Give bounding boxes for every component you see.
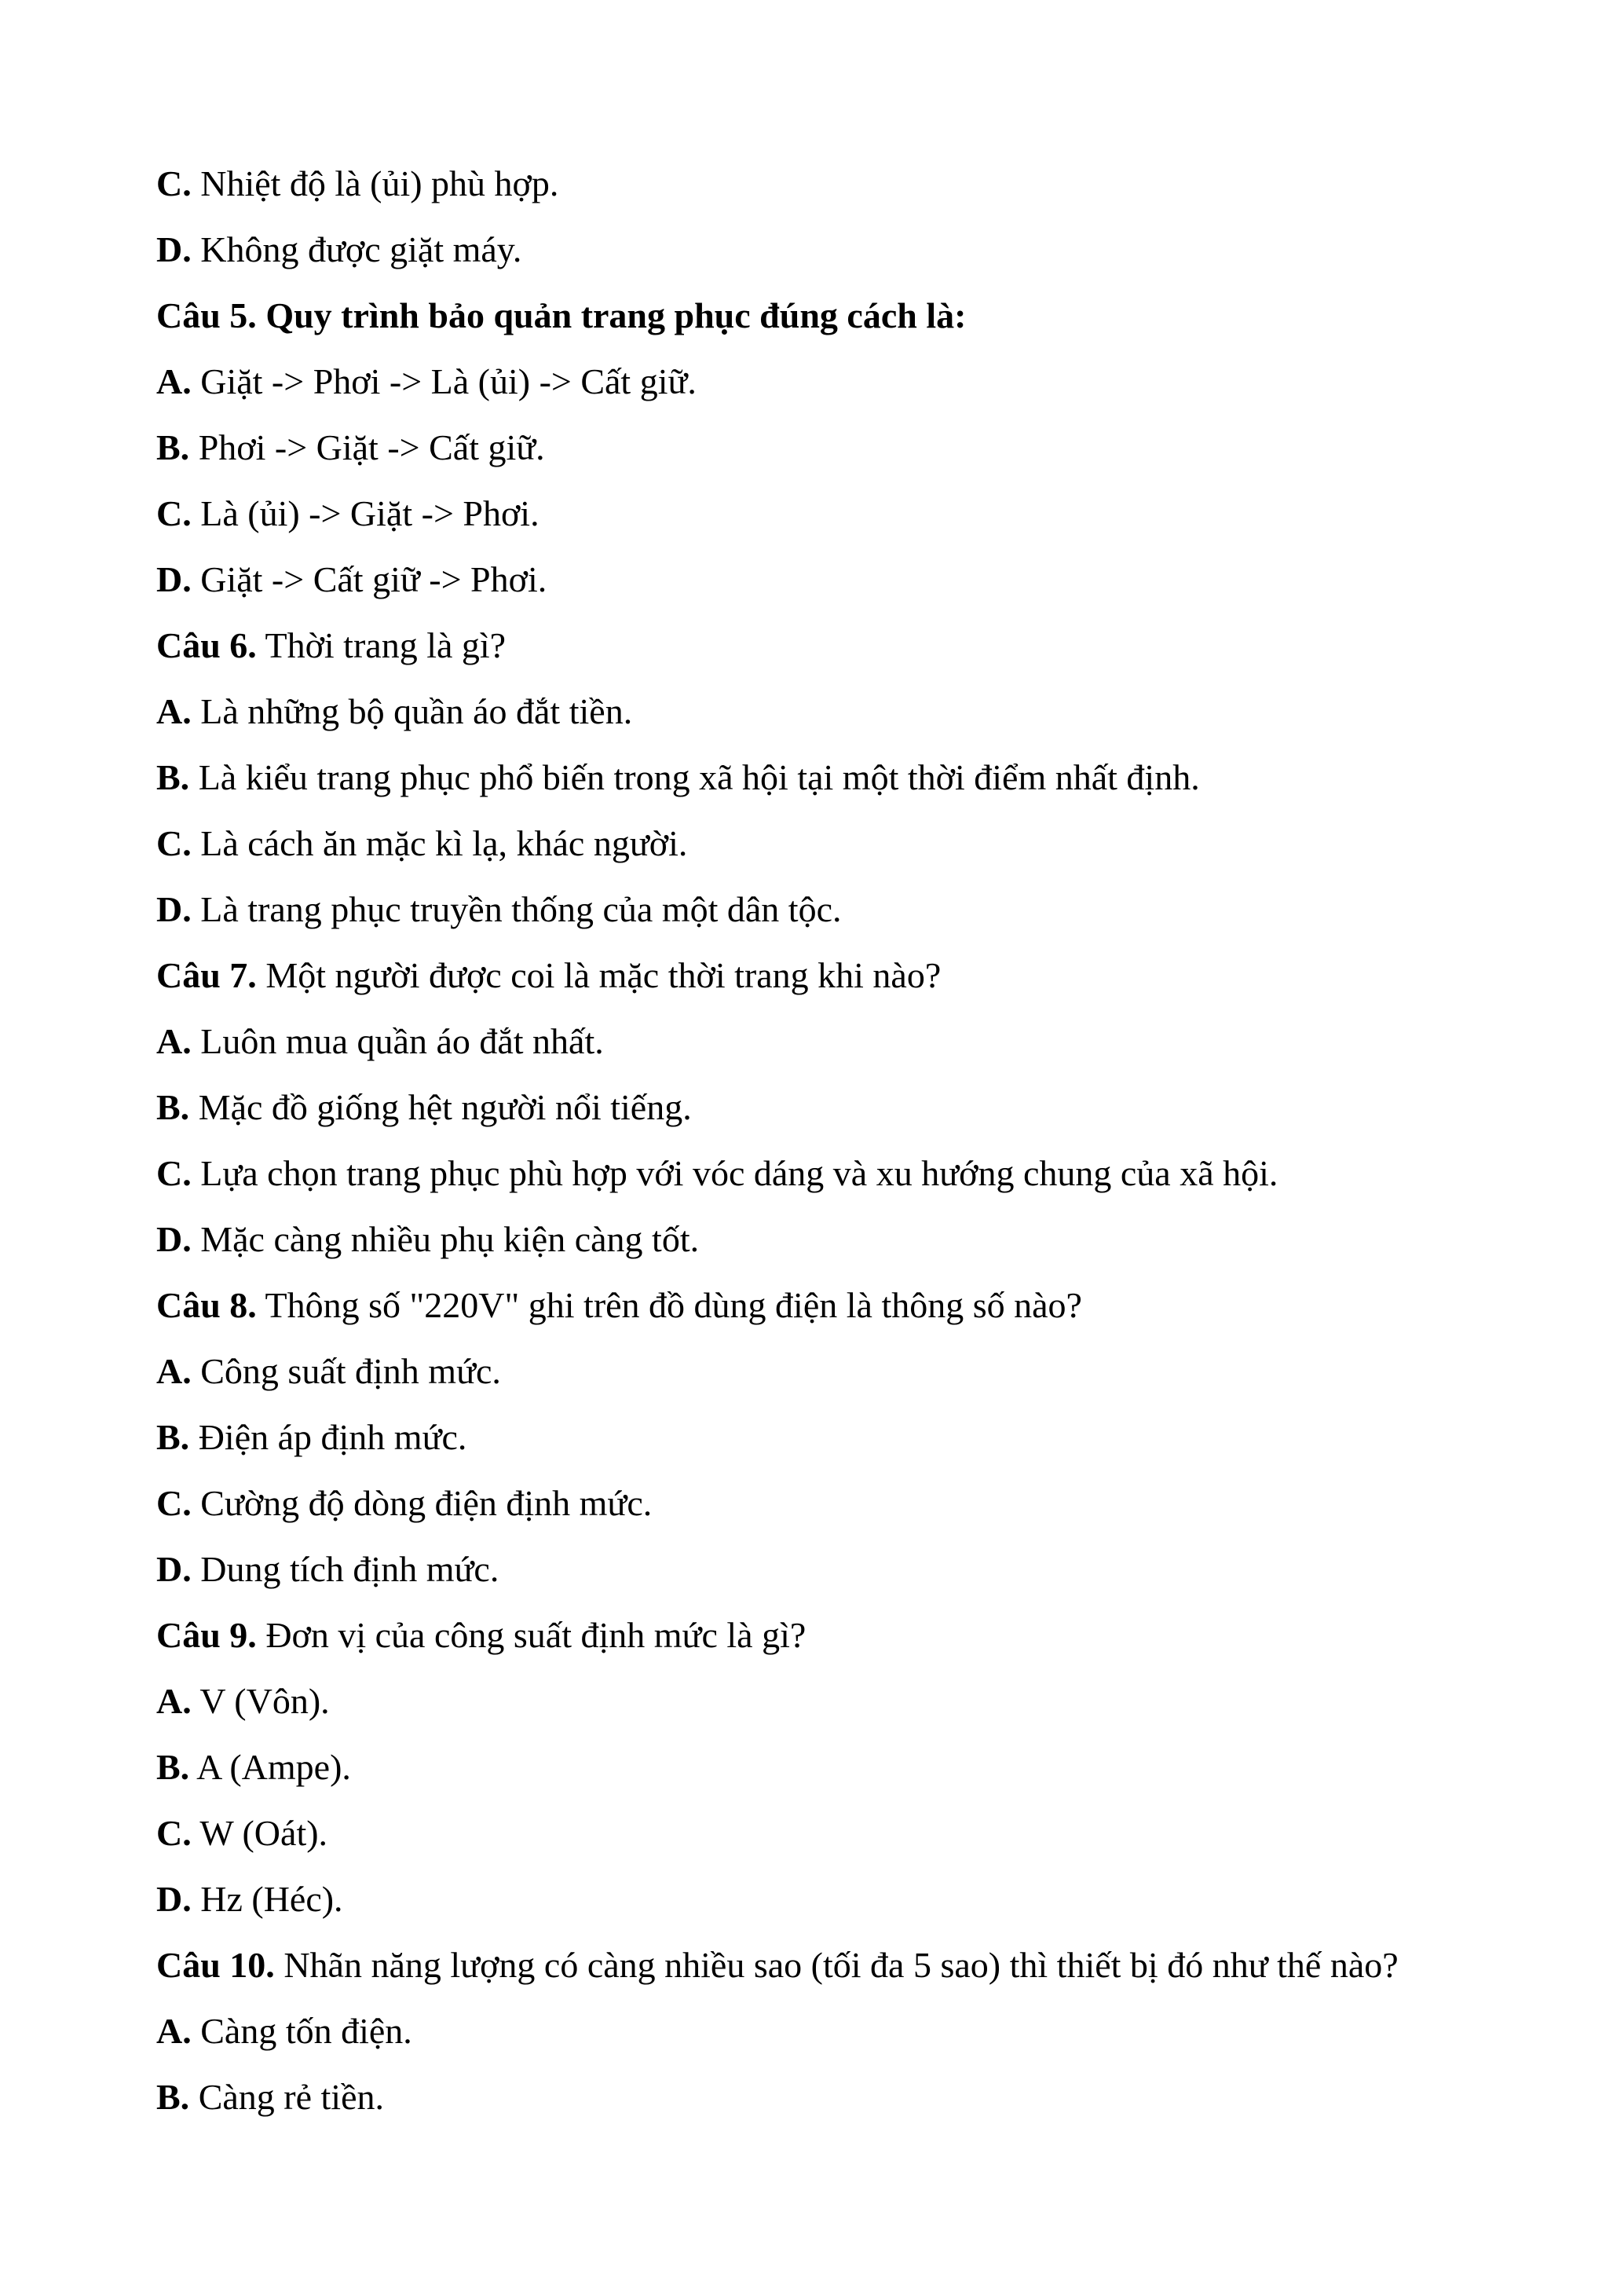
question-number: Câu 7. <box>156 955 257 995</box>
answer-option <box>156 1866 1507 1932</box>
answer-option <box>156 679 1507 745</box>
answer-option <box>156 217 1507 283</box>
option-letter: D. <box>156 1549 192 1589</box>
answer-option <box>156 547 1507 613</box>
answer-option <box>156 415 1507 481</box>
option-text: Là (ủi) -> Giặt -> Phơi. <box>191 493 540 533</box>
option-letter: A. <box>156 1351 192 1391</box>
question-text: Nhãn năng lượng có càng nhiều sao (tối đa 5 sao) thì thiết bị đó như thế nào? <box>274 1945 1399 1985</box>
answer-option <box>156 1075 1507 1141</box>
quiz-content <box>156 151 1507 2130</box>
answer-option <box>156 1009 1507 1075</box>
question-number: Câu 10. <box>156 1945 275 1985</box>
answer-option <box>156 1800 1507 1866</box>
option-text: Càng tốn điện. <box>191 2011 412 2051</box>
option-letter: A. <box>156 1021 192 1061</box>
option-text: Lựa chọn trang phục phù hợp với vóc dáng và xu hướng chung của xã hội. <box>191 1153 1278 1193</box>
question-text: Thông số "220V" ghi trên đồ dùng điện là thông số nào? <box>256 1285 1082 1325</box>
option-text: Công suất định mức. <box>191 1351 501 1391</box>
answer-option <box>156 1998 1507 2064</box>
question-line <box>156 613 1507 679</box>
option-letter: B. <box>156 1747 190 1787</box>
option-letter: C. <box>156 823 192 863</box>
answer-option <box>156 2064 1507 2130</box>
option-text: Là những bộ quần áo đắt tiền. <box>191 691 633 731</box>
answer-option <box>156 877 1507 943</box>
question-number: Câu 9. <box>156 1615 257 1655</box>
option-letter: B. <box>156 757 190 797</box>
option-letter: D. <box>156 1219 192 1259</box>
option-text: A (Ampe). <box>189 1747 351 1787</box>
option-text: Càng rẻ tiền. <box>189 2077 384 2117</box>
question-line <box>156 283 1507 349</box>
option-letter: C. <box>156 1153 192 1193</box>
option-text: Giặt -> Phơi -> Là (ủi) -> Cất giữ. <box>191 361 697 401</box>
option-text: Mặc đồ giống hệt người nổi tiếng. <box>189 1087 692 1127</box>
option-letter: C. <box>156 1483 192 1523</box>
option-letter: A. <box>156 1681 192 1721</box>
answer-option <box>156 481 1507 547</box>
question-line <box>156 943 1507 1009</box>
option-letter: C. <box>156 1813 192 1853</box>
option-letter: C. <box>156 163 192 203</box>
question-number: Câu 5. <box>156 295 257 335</box>
option-text: Luôn mua quần áo đắt nhất. <box>191 1021 604 1061</box>
answer-option <box>156 1536 1507 1602</box>
question-number: Câu 8. <box>156 1285 257 1325</box>
option-letter: B. <box>156 427 190 467</box>
option-text: Phơi -> Giặt -> Cất giữ. <box>189 427 545 467</box>
option-text: Nhiệt độ là (ủi) phù hợp. <box>191 163 559 203</box>
option-text: V (Vôn). <box>191 1681 330 1721</box>
option-letter: B. <box>156 1417 190 1457</box>
option-text: Là kiểu trang phục phổ biến trong xã hội tại một thời điểm nhất định. <box>189 757 1200 797</box>
answer-option <box>156 349 1507 415</box>
question-line <box>156 1273 1507 1338</box>
option-text: Là trang phục truyền thống của một dân tộc. <box>191 889 842 929</box>
answer-option <box>156 1734 1507 1800</box>
option-text: Giặt -> Cất giữ -> Phơi. <box>191 559 547 599</box>
option-text: Dung tích định mức. <box>191 1549 499 1589</box>
question-text: Quy trình bảo quản trang phục đúng cách là: <box>256 295 967 335</box>
option-letter: B. <box>156 2077 190 2117</box>
answer-option <box>156 745 1507 811</box>
answer-option <box>156 1668 1507 1734</box>
option-text: Điện áp định mức. <box>189 1417 467 1457</box>
question-text: Một người được coi là mặc thời trang khi nào? <box>256 955 942 995</box>
question-text: Thời trang là gì? <box>256 625 507 665</box>
option-letter: D. <box>156 559 192 599</box>
option-text: Là cách ăn mặc kì lạ, khác người. <box>191 823 688 863</box>
option-letter: C. <box>156 493 192 533</box>
option-letter: D. <box>156 1879 192 1919</box>
answer-option <box>156 1207 1507 1273</box>
option-text: Hz (Héc). <box>191 1879 343 1919</box>
option-text: W (Oát). <box>191 1813 328 1853</box>
answer-option <box>156 811 1507 877</box>
option-letter: B. <box>156 1087 190 1127</box>
option-letter: A. <box>156 361 192 401</box>
question-text: Đơn vị của công suất định mức là gì? <box>256 1615 807 1655</box>
option-letter: A. <box>156 2011 192 2051</box>
answer-option <box>156 1404 1507 1470</box>
answer-option <box>156 1141 1507 1207</box>
question-line <box>156 1602 1507 1668</box>
question-line <box>156 1932 1507 1998</box>
option-letter: A. <box>156 691 192 731</box>
question-number: Câu 6. <box>156 625 257 665</box>
option-text: Mặc càng nhiều phụ kiện càng tốt. <box>191 1219 700 1259</box>
option-text: Không được giặt máy. <box>191 229 522 269</box>
option-text: Cường độ dòng điện định mức. <box>191 1483 653 1523</box>
answer-option <box>156 1470 1507 1536</box>
option-letter: D. <box>156 229 192 269</box>
option-letter: D. <box>156 889 192 929</box>
answer-option <box>156 1338 1507 1404</box>
answer-option <box>156 151 1507 217</box>
